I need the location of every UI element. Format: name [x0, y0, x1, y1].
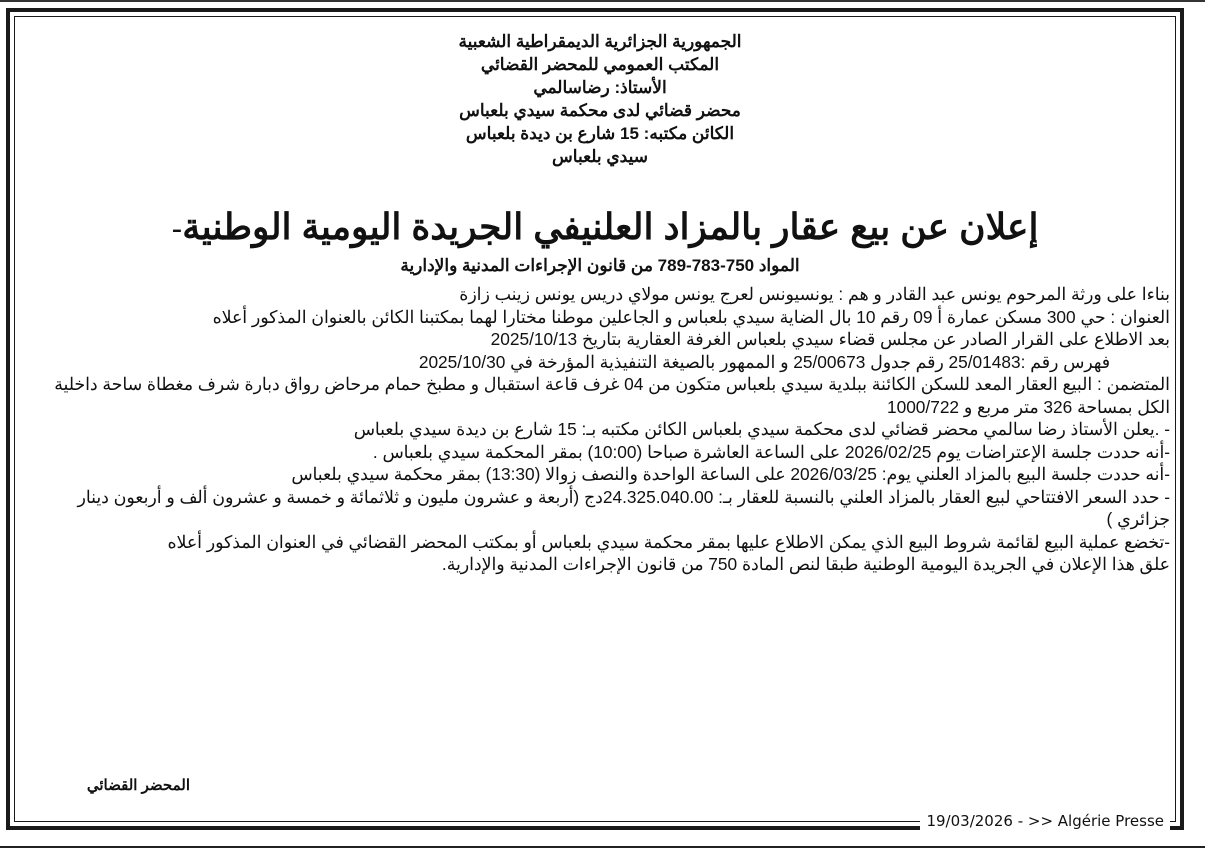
body-heirs: بناءا على ورثة المرحوم يونس عبد القادر و هم : يونسيونس لعرج يونس مولاي دريس يونس زينب زازة	[459, 284, 1170, 304]
body-sale-session: -أنه حددت جلسة البيع بالمزاد العلني يوم: 2026/03/25 على الساعة الواحدة والنصف زوالا (13:30) بمقر محكمة سيدي بلعباس	[291, 464, 1170, 484]
top-rule	[0, 0, 1205, 6]
body-publication: علق هذا الإعلان في الجريدة اليومية الوطنية طبقا لنص المادة 750 من قانون الإجراءات المدنية والإدارية.	[441, 554, 1170, 574]
headline-block	[150, 205, 1050, 249]
notice-body	[40, 283, 1170, 576]
notice-header	[300, 30, 900, 168]
header-bailiff-court: محضر قضائي لدى محكمة سيدي بلعباس	[459, 101, 741, 120]
body-announcement: - .يعلن الأستاذ رضا سالمي محضر قضائي لدى محكمة سيدي بلعباس الكائن مكتبه بـ: 15 شارع بن ديدة سيدي بلعباس	[353, 419, 1170, 439]
header-office-address: الكائن مكتبه: 15 شارع بن ديدة بلعباس	[465, 124, 735, 143]
source-footer: 19/03/2026 - >> Algérie Presse	[920, 812, 1170, 830]
body-sale-conditions: -تخضع عملية البيع لقائمة شروط البيع الذي يمكن الاطلاع عليها بمقر محكمة سيدي بلعباس أو بمكتب المحضر القضائي في العنوان المذكور أعلاه	[167, 531, 1170, 552]
notice-subtitle: المواد 750-783-789 من قانون الإجراءات المدنية والإدارية	[400, 256, 800, 275]
bottom-rule	[0, 846, 1205, 848]
body-objections-session: -أنه حددت جلسة الإعتراضات يوم 2026/02/25 على الساعة العاشرة صباحا (10:00) بمقر المحكمة سيدي بلعباس .	[372, 441, 1170, 462]
header-bailiff-name: الأستاذ: رضاسالمي	[533, 78, 667, 97]
body-index: فهرس رقم :25/01483 رقم جدول 25/00673 و الممهور بالصيغة التنفيذية المؤرخة في 2025/10/30	[418, 351, 1110, 372]
body-decision: بعد الاطلاع على القرار الصادر عن مجلس قضاء سيدي بلعباس الغرفة العقارية بتاريخ 2025/10/13	[490, 329, 1170, 349]
notice-title: إعلان عن بيع عقار بالمزاد العلنيفي الجريدة اليومية الوطنية	[182, 206, 1039, 247]
signature: المحضر القضائي	[86, 777, 190, 794]
body-address: العنوان : حي 300 مسكن عمارة أ 09 رقم 10 بال الضاية سيدي بلعباس و الجاعلين موطنا مختارا لهما بمكتبنا الكائن بالعنوان المذكور أعلاه	[212, 306, 1170, 327]
body-property: المتضمن : البيع العقار المعد للسكن الكائنة ببلدية سيدي بلعباس متكون من 04 غرف قاعة استقبال و مطبخ حمام مرحاض رواق دبارة شرف مغطاة ساحة داخلية الكل بمساحة 326 متر مربع و 1000/722	[54, 374, 1170, 417]
title-dash: -	[171, 212, 183, 247]
header-office: المكتب العمومي للمحضر القضائي	[480, 55, 720, 74]
header-city: سيدي بلعباس	[552, 147, 648, 166]
body-opening-price: - حدد السعر الافتتاحي لبيع العقار بالمزاد العلني بالنسبة للعقار بـ: 24.325.040.00دج (أربعة و عشرون مليون و ثلاثمائة و خمسة و عشرون ألف و أربعون دينار جزائري )	[77, 486, 1170, 529]
header-republic: الجمهورية الجزائرية الديمقراطية الشعبية	[458, 32, 742, 51]
